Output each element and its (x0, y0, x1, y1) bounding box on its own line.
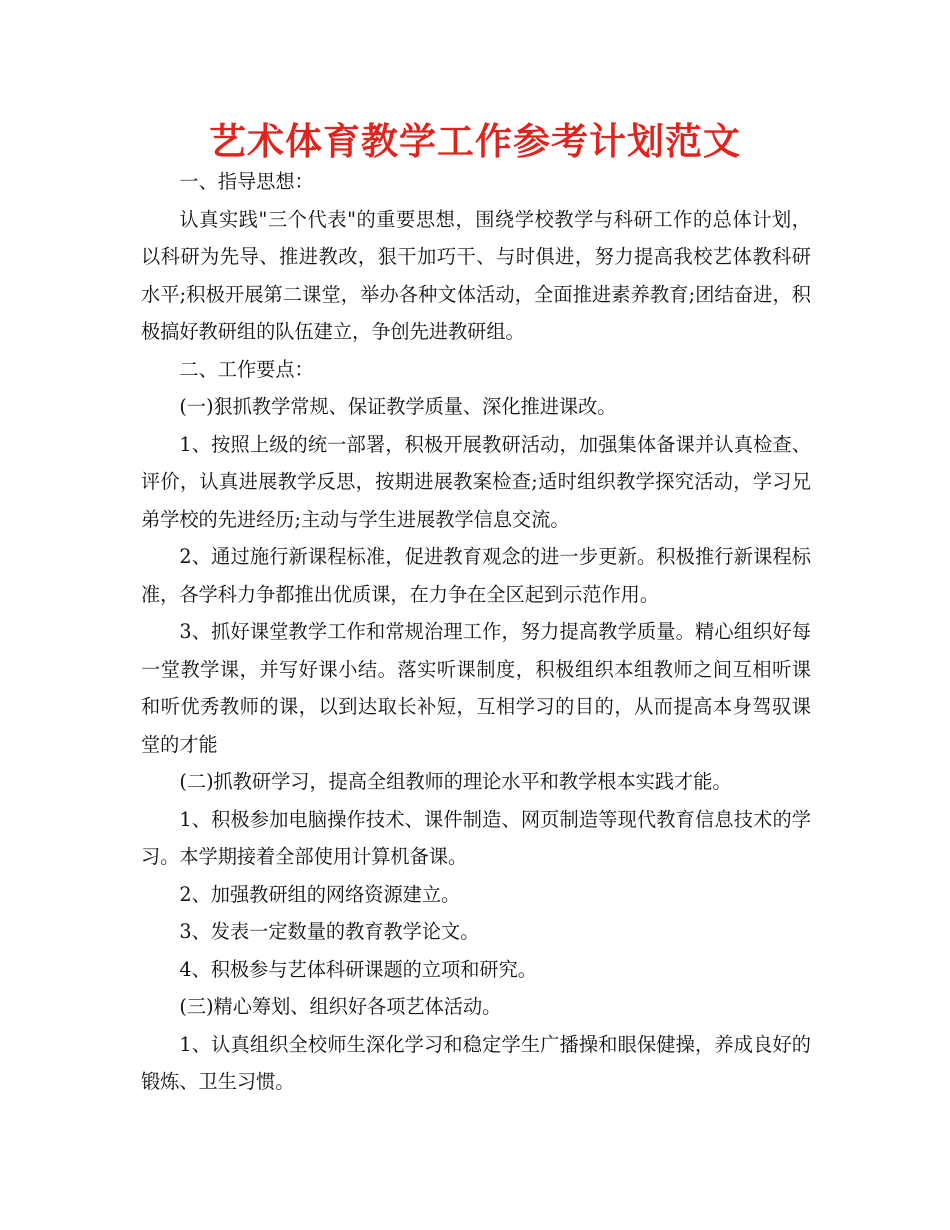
paragraph-work-points-heading: 二、工作要点： (179, 357, 314, 381)
paragraph-section-3-heading: (三)精心筹划、组织好各项艺体活动。 (179, 995, 502, 1018)
paragraph-section-2-item-4: 4、积极参与艺体科研课题的立项和研究。 (179, 957, 537, 981)
paragraph-section-3-item-1: 1、认真组织全校师生深化学习和稳定学生广播操和眼保健操，养成良好的锻炼、卫生习惯。 (141, 1032, 811, 1093)
paragraph-section-2-item-1: 1、积极参加电脑操作技术、课件制造、网页制造等现代教育信息技术的学习。本学期接着全部使用计算机备课。 (141, 807, 811, 868)
paragraph-section-1-item-3: 3、抓好课堂教学工作和常规治理工作，努力提高教学质量。精心组织好每一堂教学课，并写好课小结。落实听课制度，积极组织本组教师之间互相听课和听优秀教师的课，以到达取长补短，互相学习的目的，从而提高本身驾驭课堂的才能 (141, 620, 811, 756)
document-title: 艺术体育教学工作参考计划范文 (209, 120, 741, 163)
paragraph-guiding-ideology-heading: 一、指导思想： (179, 170, 314, 193)
paragraph-section-1-item-2: 2、通过施行新课程标准，促进教育观念的进一步更新。积极推行新课程标准，各学科力争都推出优质课，在力争在全区起到示范作用。 (141, 545, 811, 606)
paragraph-section-1-heading: (一)狠抓教学常规、保证教学质量、深化推进课改。 (179, 395, 617, 418)
paragraph-section-1-item-1: 1、按照上级的统一部署，积极开展教研活动，加强集体备课并认真检查、评价，认真进展教学反思，按期进展教案检查;适时组织教学探究活动，学习兄弟学校的先进经历;主动与学生进展教学信息交流。 (141, 432, 811, 531)
document-body (141, 163, 811, 1101)
paragraph-section-2-item-3: 3、发表一定数量的教育教学论文。 (179, 920, 480, 943)
paragraph-section-2-item-2: 2、加强教研组的网络资源建立。 (179, 882, 461, 906)
paragraph-guiding-ideology: 认真实践"三个代表"的重要思想，围绕学校教学与科研工作的总体计划，以科研为先导、推进教改，狠干加巧干、与时俱进，努力提高我校艺体教科研水平;积极开展第二课堂，举办各种文体活动，全面推进素养教育;团结奋进，积极搞好教研组的队伍建立，争创先进教研组。 (141, 207, 811, 343)
paragraph-section-2-heading: (二)抓教研学习，提高全组教师的理论水平和教学根本实践才能。 (179, 770, 732, 793)
